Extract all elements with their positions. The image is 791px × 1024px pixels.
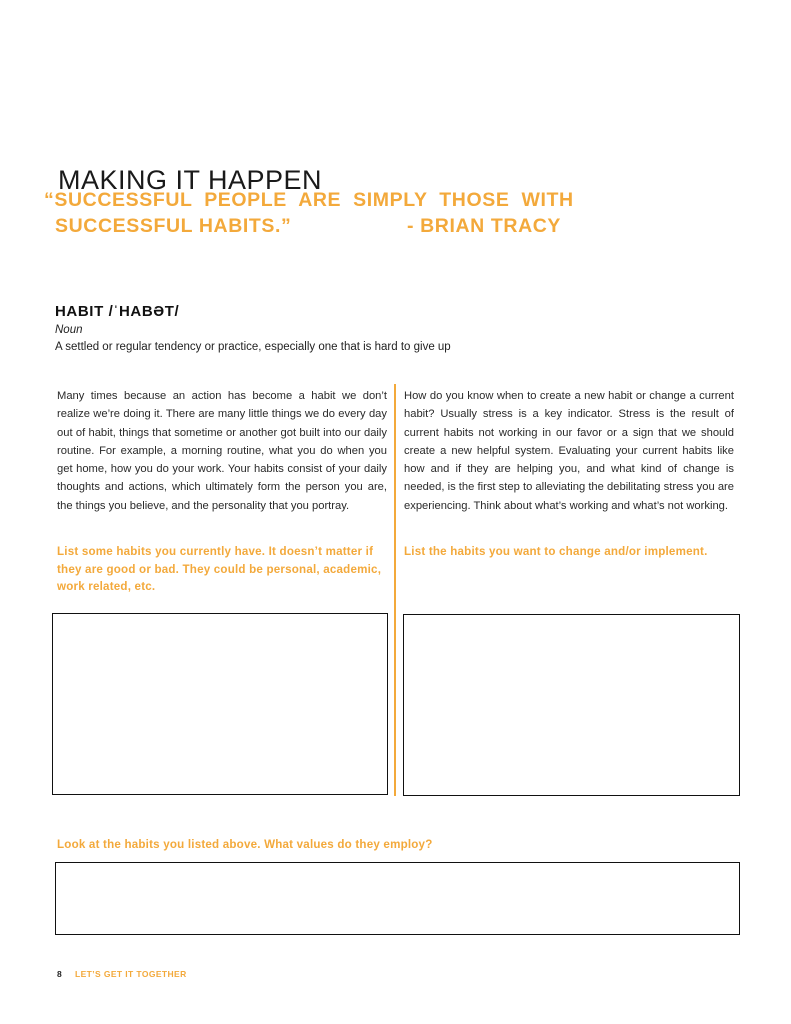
- definition-meaning: A settled or regular tendency or practice, especially one that is hard to give up: [55, 341, 451, 353]
- left-intro-paragraph: Many times because an action has become a habit we don’t realize we’re doing it. There are many little things we do every day out of habit, things that sometime or another got built into our daily routine. For example, a morning routine, what you do when you get home, how you do your work. Your habits consist of your daily thoughts and actions, which ultimately form the person you are, the things you believe, and the personality that you portray.: [57, 390, 387, 512]
- current-habits-prompt: List some habits you currently have. It doesn’t matter if they are good or bad. They could be personal, academic, work related, etc.: [57, 545, 382, 593]
- quote-line-1: “SUCCESSFUL PEOPLE ARE SIMPLY THOSE WITH: [44, 189, 574, 211]
- values-prompt: Look at the habits you listed above. What values do they employ?: [57, 838, 433, 851]
- page-number: 8: [57, 969, 62, 979]
- definition-part-of-speech: Noun: [55, 324, 83, 336]
- change-habits-prompt: List the habits you want to change and/or implement.: [404, 545, 708, 558]
- right-intro-paragraph: How do you know when to create a new habit or change a current habit? Usually stress is a key indicator. Stress is the result of current habits not working in our favor or a sign that we should create a new helpful system. Evaluating your current habits like how and if they are helping you, and what kind of change is needed, is the first step to alleviating the debilitating stress you are experiencing. Think about what’s working and what’s not working.: [404, 390, 734, 512]
- values-answer-box[interactable]: [55, 862, 740, 935]
- footer-book-title: LET’S GET IT TOGETHER: [75, 969, 187, 979]
- page-title: MAKING IT HAPPEN: [58, 165, 323, 196]
- quote-line-2: SUCCESSFUL HABITS.”: [55, 215, 292, 237]
- definition-term: HABIT /ˈHABƏT/: [55, 303, 180, 320]
- change-habits-answer-box[interactable]: [403, 614, 740, 796]
- current-habits-answer-box[interactable]: [52, 613, 388, 795]
- column-divider: [394, 384, 396, 796]
- quote-author: - BRIAN TRACY: [407, 215, 562, 237]
